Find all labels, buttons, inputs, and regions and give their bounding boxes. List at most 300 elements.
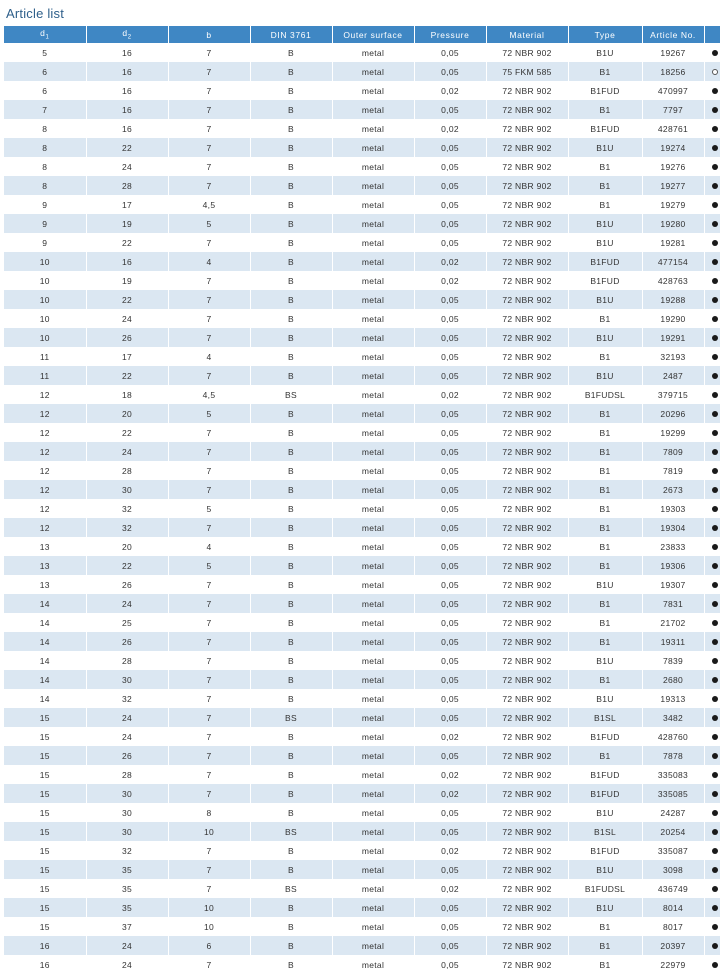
- cell-col-1: 16: [4, 936, 86, 955]
- cell-col-1: 8: [4, 119, 86, 138]
- cell-col-6: 0,02: [414, 252, 486, 271]
- table-row[interactable]: [4, 119, 720, 138]
- availability-dot-icon: [704, 537, 720, 556]
- table-row[interactable]: [4, 708, 720, 727]
- cell-col-7: 72 NBR 902: [486, 727, 568, 746]
- circle-filled-icon: [712, 50, 718, 56]
- cell-col-3: 7: [168, 746, 250, 765]
- cell-col-6: 0,05: [414, 537, 486, 556]
- table-row[interactable]: [4, 138, 720, 157]
- availability-dot-icon: [704, 575, 720, 594]
- cell-col-5: metal: [332, 62, 414, 81]
- table-row[interactable]: [4, 556, 720, 575]
- availability-dot-icon: [704, 879, 720, 898]
- table-row[interactable]: [4, 898, 720, 917]
- cell-col-5: metal: [332, 43, 414, 62]
- cell-col-3: 7: [168, 176, 250, 195]
- cell-col-8: B1U: [568, 651, 642, 670]
- availability-dot-icon: [704, 594, 720, 613]
- availability-dot-icon: [704, 480, 720, 499]
- table-row[interactable]: [4, 727, 720, 746]
- availability-dot-icon: [704, 841, 720, 860]
- cell-col-9: 19303: [642, 499, 704, 518]
- cell-col-9: 19267: [642, 43, 704, 62]
- cell-col-4: B: [250, 176, 332, 195]
- circle-filled-icon: [712, 411, 718, 417]
- cell-col-4: B: [250, 62, 332, 81]
- availability-dot-icon: [704, 651, 720, 670]
- cell-col-1: 15: [4, 860, 86, 879]
- cell-col-8: B1U: [568, 43, 642, 62]
- cell-col-1: 15: [4, 803, 86, 822]
- table-header: [4, 26, 720, 43]
- cell-col-4: B: [250, 575, 332, 594]
- circle-filled-icon: [712, 544, 718, 550]
- circle-filled-icon: [712, 449, 718, 455]
- cell-col-7: 72 NBR 902: [486, 936, 568, 955]
- cell-col-4: B: [250, 43, 332, 62]
- circle-filled-icon: [712, 506, 718, 512]
- cell-col-7: 72 NBR 902: [486, 328, 568, 347]
- cell-col-7: 72 NBR 902: [486, 461, 568, 480]
- cell-col-1: 5: [4, 43, 86, 62]
- circle-filled-icon: [712, 582, 718, 588]
- cell-col-1: 8: [4, 138, 86, 157]
- table-row[interactable]: [4, 689, 720, 708]
- cell-col-4: BS: [250, 708, 332, 727]
- cell-col-1: 15: [4, 746, 86, 765]
- table-row[interactable]: [4, 879, 720, 898]
- circle-filled-icon: [712, 126, 718, 132]
- cell-col-1: 12: [4, 442, 86, 461]
- cell-col-9: 19299: [642, 423, 704, 442]
- circle-filled-icon: [712, 886, 718, 892]
- cell-col-5: metal: [332, 765, 414, 784]
- cell-col-7: 72 NBR 902: [486, 347, 568, 366]
- circle-filled-icon: [712, 943, 718, 949]
- table-row[interactable]: [4, 499, 720, 518]
- table-row[interactable]: [4, 81, 720, 100]
- table-row[interactable]: [4, 594, 720, 613]
- table-row[interactable]: [4, 784, 720, 803]
- cell-col-7: 72 NBR 902: [486, 632, 568, 651]
- table-row[interactable]: [4, 613, 720, 632]
- circle-filled-icon: [712, 316, 718, 322]
- availability-dot-icon: [704, 366, 720, 385]
- cell-col-8: B1U: [568, 898, 642, 917]
- cell-col-6: 0,05: [414, 936, 486, 955]
- cell-col-9: 3482: [642, 708, 704, 727]
- cell-col-2: 16: [86, 81, 168, 100]
- cell-col-7: 72 NBR 902: [486, 214, 568, 233]
- table-row[interactable]: [4, 480, 720, 499]
- cell-col-7: 72 NBR 902: [486, 651, 568, 670]
- availability-dot-icon: [704, 290, 720, 309]
- availability-dot-icon: [704, 518, 720, 537]
- cell-col-1: 15: [4, 708, 86, 727]
- cell-col-9: 2673: [642, 480, 704, 499]
- cell-col-3: 4: [168, 252, 250, 271]
- table-row[interactable]: [4, 328, 720, 347]
- cell-col-2: 24: [86, 442, 168, 461]
- table-row[interactable]: [4, 309, 720, 328]
- cell-col-8: B1: [568, 480, 642, 499]
- circle-filled-icon: [712, 221, 718, 227]
- cell-col-8: B1: [568, 157, 642, 176]
- cell-col-3: 7: [168, 100, 250, 119]
- cell-col-6: 0,05: [414, 195, 486, 214]
- cell-col-7: 72 NBR 902: [486, 670, 568, 689]
- cell-col-2: 24: [86, 309, 168, 328]
- cell-col-9: 19276: [642, 157, 704, 176]
- cell-col-3: 7: [168, 670, 250, 689]
- cell-col-8: B1: [568, 670, 642, 689]
- circle-filled-icon: [712, 563, 718, 569]
- cell-col-6: 0,05: [414, 632, 486, 651]
- cell-col-8: B1: [568, 499, 642, 518]
- column-header-1[interactable]: $d_1$: [4, 26, 86, 43]
- cell-col-4: B: [250, 955, 332, 974]
- column-header-2[interactable]: $d_2$: [86, 26, 168, 43]
- table-row[interactable]: [4, 62, 720, 81]
- cell-col-7: 72 NBR 902: [486, 841, 568, 860]
- circle-filled-icon: [712, 924, 718, 930]
- cell-col-3: 7: [168, 727, 250, 746]
- cell-col-7: 72 NBR 902: [486, 689, 568, 708]
- table-row[interactable]: [4, 195, 720, 214]
- table-row[interactable]: [4, 252, 720, 271]
- table-row[interactable]: [4, 366, 720, 385]
- cell-col-9: 335085: [642, 784, 704, 803]
- column-header-6[interactable]: Pressure: [414, 26, 486, 43]
- cell-col-8: B1FUD: [568, 252, 642, 271]
- cell-col-9: 7809: [642, 442, 704, 461]
- circle-filled-icon: [712, 487, 718, 493]
- cell-col-8: B1U: [568, 803, 642, 822]
- cell-col-3: 7: [168, 442, 250, 461]
- cell-col-3: 6: [168, 936, 250, 955]
- cell-col-9: 32193: [642, 347, 704, 366]
- cell-col-1: 10: [4, 290, 86, 309]
- availability-dot-icon: [704, 860, 720, 879]
- cell-col-6: 0,05: [414, 347, 486, 366]
- column-header-8[interactable]: Type: [568, 26, 642, 43]
- column-header-9[interactable]: Article No.: [642, 26, 704, 43]
- cell-col-5: metal: [332, 917, 414, 936]
- cell-col-7: 72 NBR 902: [486, 366, 568, 385]
- cell-col-7: 72 NBR 902: [486, 537, 568, 556]
- cell-col-1: 12: [4, 480, 86, 499]
- cell-col-1: 8: [4, 176, 86, 195]
- cell-col-5: metal: [332, 518, 414, 537]
- cell-col-9: 19307: [642, 575, 704, 594]
- cell-col-1: 15: [4, 784, 86, 803]
- cell-col-3: 7: [168, 841, 250, 860]
- cell-col-2: 35: [86, 879, 168, 898]
- cell-col-5: metal: [332, 404, 414, 423]
- cell-col-7: 72 NBR 902: [486, 822, 568, 841]
- cell-col-9: 19291: [642, 328, 704, 347]
- circle-filled-icon: [712, 753, 718, 759]
- cell-col-3: 5: [168, 214, 250, 233]
- cell-col-8: B1FUD: [568, 81, 642, 100]
- cell-col-8: B1: [568, 518, 642, 537]
- cell-col-1: 12: [4, 518, 86, 537]
- cell-col-6: 0,05: [414, 708, 486, 727]
- table-row[interactable]: [4, 917, 720, 936]
- cell-col-8: B1U: [568, 689, 642, 708]
- table-row[interactable]: [4, 803, 720, 822]
- cell-col-2: 16: [86, 62, 168, 81]
- cell-col-9: 335087: [642, 841, 704, 860]
- cell-col-9: 2680: [642, 670, 704, 689]
- cell-col-3: 7: [168, 366, 250, 385]
- cell-col-4: B: [250, 537, 332, 556]
- table-row[interactable]: [4, 841, 720, 860]
- cell-col-3: 7: [168, 309, 250, 328]
- cell-col-8: B1U: [568, 860, 642, 879]
- cell-col-1: 15: [4, 822, 86, 841]
- cell-col-8: B1: [568, 955, 642, 974]
- cell-col-9: 379715: [642, 385, 704, 404]
- table-row[interactable]: [4, 575, 720, 594]
- cell-col-6: 0,05: [414, 594, 486, 613]
- cell-col-6: 0,02: [414, 271, 486, 290]
- table-row[interactable]: [4, 670, 720, 689]
- cell-col-1: 11: [4, 347, 86, 366]
- circle-filled-icon: [712, 810, 718, 816]
- cell-col-7: 72 NBR 902: [486, 746, 568, 765]
- cell-col-6: 0,05: [414, 499, 486, 518]
- cell-col-4: B: [250, 499, 332, 518]
- cell-col-1: 10: [4, 252, 86, 271]
- circle-filled-icon: [712, 202, 718, 208]
- cell-col-4: BS: [250, 822, 332, 841]
- cell-col-1: 7: [4, 100, 86, 119]
- cell-col-8: B1FUD: [568, 119, 642, 138]
- cell-col-1: 14: [4, 670, 86, 689]
- availability-dot-icon: [704, 898, 720, 917]
- table-body: [4, 43, 720, 974]
- cell-col-8: B1FUDSL: [568, 879, 642, 898]
- cell-col-8: B1U: [568, 233, 642, 252]
- circle-filled-icon: [712, 335, 718, 341]
- cell-col-8: B1U: [568, 366, 642, 385]
- cell-col-7: 72 NBR 902: [486, 518, 568, 537]
- cell-col-3: 7: [168, 290, 250, 309]
- cell-col-5: metal: [332, 613, 414, 632]
- table-row[interactable]: [4, 214, 720, 233]
- cell-col-7: 72 NBR 902: [486, 955, 568, 974]
- availability-dot-icon: [704, 461, 720, 480]
- cell-col-3: 8: [168, 803, 250, 822]
- cell-col-5: metal: [332, 689, 414, 708]
- circle-filled-icon: [712, 829, 718, 835]
- cell-col-1: 10: [4, 309, 86, 328]
- circle-filled-icon: [712, 696, 718, 702]
- cell-col-6: 0,05: [414, 290, 486, 309]
- table-row[interactable]: [4, 822, 720, 841]
- circle-filled-icon: [712, 962, 718, 968]
- cell-col-5: metal: [332, 138, 414, 157]
- cell-col-9: 2487: [642, 366, 704, 385]
- cell-col-3: 4: [168, 537, 250, 556]
- cell-col-5: metal: [332, 879, 414, 898]
- cell-col-4: B: [250, 347, 332, 366]
- cell-col-7: 72 NBR 902: [486, 499, 568, 518]
- cell-col-7: 72 NBR 902: [486, 290, 568, 309]
- cell-col-5: metal: [332, 480, 414, 499]
- cell-col-3: 7: [168, 955, 250, 974]
- availability-dot-icon: [704, 157, 720, 176]
- table-row[interactable]: [4, 43, 720, 62]
- cell-col-4: B: [250, 613, 332, 632]
- table-row[interactable]: [4, 404, 720, 423]
- cell-col-4: B: [250, 632, 332, 651]
- cell-col-9: 428761: [642, 119, 704, 138]
- cell-col-5: metal: [332, 822, 414, 841]
- cell-col-7: 72 NBR 902: [486, 613, 568, 632]
- table-row[interactable]: [4, 347, 720, 366]
- circle-filled-icon: [712, 677, 718, 683]
- circle-filled-icon: [712, 905, 718, 911]
- cell-col-4: B: [250, 157, 332, 176]
- column-header-10[interactable]: [704, 26, 720, 43]
- cell-col-5: metal: [332, 157, 414, 176]
- circle-filled-icon: [712, 430, 718, 436]
- cell-col-5: metal: [332, 195, 414, 214]
- table-row[interactable]: [4, 632, 720, 651]
- cell-col-8: B1: [568, 404, 642, 423]
- cell-col-9: 19277: [642, 176, 704, 195]
- column-header-4[interactable]: DIN 3761: [250, 26, 332, 43]
- cell-col-6: 0,05: [414, 43, 486, 62]
- cell-col-7: 72 NBR 902: [486, 100, 568, 119]
- table-row[interactable]: [4, 176, 720, 195]
- circle-filled-icon: [712, 734, 718, 740]
- cell-col-6: 0,05: [414, 746, 486, 765]
- cell-col-2: 19: [86, 271, 168, 290]
- availability-dot-icon: [704, 499, 720, 518]
- cell-col-2: 26: [86, 575, 168, 594]
- column-header-3[interactable]: b: [168, 26, 250, 43]
- cell-col-2: 22: [86, 138, 168, 157]
- availability-dot-icon: [704, 233, 720, 252]
- table-row[interactable]: [4, 157, 720, 176]
- table-row[interactable]: [4, 765, 720, 784]
- table-row[interactable]: [4, 936, 720, 955]
- cell-col-7: 72 NBR 902: [486, 119, 568, 138]
- table-row[interactable]: [4, 271, 720, 290]
- cell-col-3: 4,5: [168, 385, 250, 404]
- table-row[interactable]: [4, 537, 720, 556]
- availability-dot-icon: [704, 955, 720, 974]
- table-row[interactable]: [4, 518, 720, 537]
- cell-col-6: 0,05: [414, 480, 486, 499]
- table-row[interactable]: [4, 860, 720, 879]
- cell-col-8: B1U: [568, 575, 642, 594]
- table-row[interactable]: [4, 746, 720, 765]
- cell-col-9: 428763: [642, 271, 704, 290]
- cell-col-3: 7: [168, 689, 250, 708]
- column-header-7[interactable]: Material: [486, 26, 568, 43]
- table-row[interactable]: [4, 233, 720, 252]
- cell-col-1: 9: [4, 195, 86, 214]
- availability-dot-icon: [704, 803, 720, 822]
- availability-dot-icon: [704, 822, 720, 841]
- cell-col-4: B: [250, 860, 332, 879]
- cell-col-5: metal: [332, 347, 414, 366]
- availability-dot-icon: [704, 271, 720, 290]
- cell-col-7: 72 NBR 902: [486, 917, 568, 936]
- cell-col-4: B: [250, 195, 332, 214]
- table-row[interactable]: [4, 290, 720, 309]
- cell-col-2: 30: [86, 784, 168, 803]
- availability-dot-icon: [704, 100, 720, 119]
- cell-col-3: 7: [168, 43, 250, 62]
- cell-col-9: 19313: [642, 689, 704, 708]
- cell-col-6: 0,05: [414, 898, 486, 917]
- cell-col-2: 30: [86, 822, 168, 841]
- cell-col-3: 7: [168, 138, 250, 157]
- circle-filled-icon: [712, 164, 718, 170]
- cell-col-2: 24: [86, 708, 168, 727]
- cell-col-6: 0,05: [414, 157, 486, 176]
- table-row[interactable]: [4, 651, 720, 670]
- cell-col-1: 10: [4, 328, 86, 347]
- cell-col-1: 14: [4, 632, 86, 651]
- cell-col-6: 0,05: [414, 461, 486, 480]
- cell-col-8: B1U: [568, 138, 642, 157]
- cell-col-9: 7839: [642, 651, 704, 670]
- cell-col-6: 0,05: [414, 613, 486, 632]
- cell-col-2: 28: [86, 176, 168, 195]
- column-header-5[interactable]: Outer surface: [332, 26, 414, 43]
- table-row[interactable]: [4, 385, 720, 404]
- cell-col-1: 15: [4, 765, 86, 784]
- circle-filled-icon: [712, 525, 718, 531]
- cell-col-2: 32: [86, 689, 168, 708]
- table-row[interactable]: [4, 423, 720, 442]
- table-row[interactable]: [4, 442, 720, 461]
- cell-col-4: B: [250, 917, 332, 936]
- cell-col-7: 72 NBR 902: [486, 233, 568, 252]
- cell-col-9: 19306: [642, 556, 704, 575]
- circle-filled-icon: [712, 791, 718, 797]
- table-row[interactable]: [4, 461, 720, 480]
- cell-col-8: B1: [568, 632, 642, 651]
- cell-col-8: B1FUD: [568, 727, 642, 746]
- cell-col-4: B: [250, 841, 332, 860]
- cell-col-2: 22: [86, 366, 168, 385]
- cell-col-5: metal: [332, 290, 414, 309]
- cell-col-8: B1FUD: [568, 271, 642, 290]
- cell-col-5: metal: [332, 670, 414, 689]
- cell-col-6: 0,05: [414, 138, 486, 157]
- cell-col-4: B: [250, 651, 332, 670]
- cell-col-6: 0,05: [414, 62, 486, 81]
- cell-col-6: 0,05: [414, 556, 486, 575]
- cell-col-3: 7: [168, 765, 250, 784]
- circle-filled-icon: [712, 373, 718, 379]
- cell-col-5: metal: [332, 537, 414, 556]
- table-row[interactable]: [4, 100, 720, 119]
- cell-col-2: 17: [86, 195, 168, 214]
- cell-col-5: metal: [332, 366, 414, 385]
- cell-col-1: 11: [4, 366, 86, 385]
- cell-col-3: 10: [168, 822, 250, 841]
- table-row[interactable]: [4, 955, 720, 974]
